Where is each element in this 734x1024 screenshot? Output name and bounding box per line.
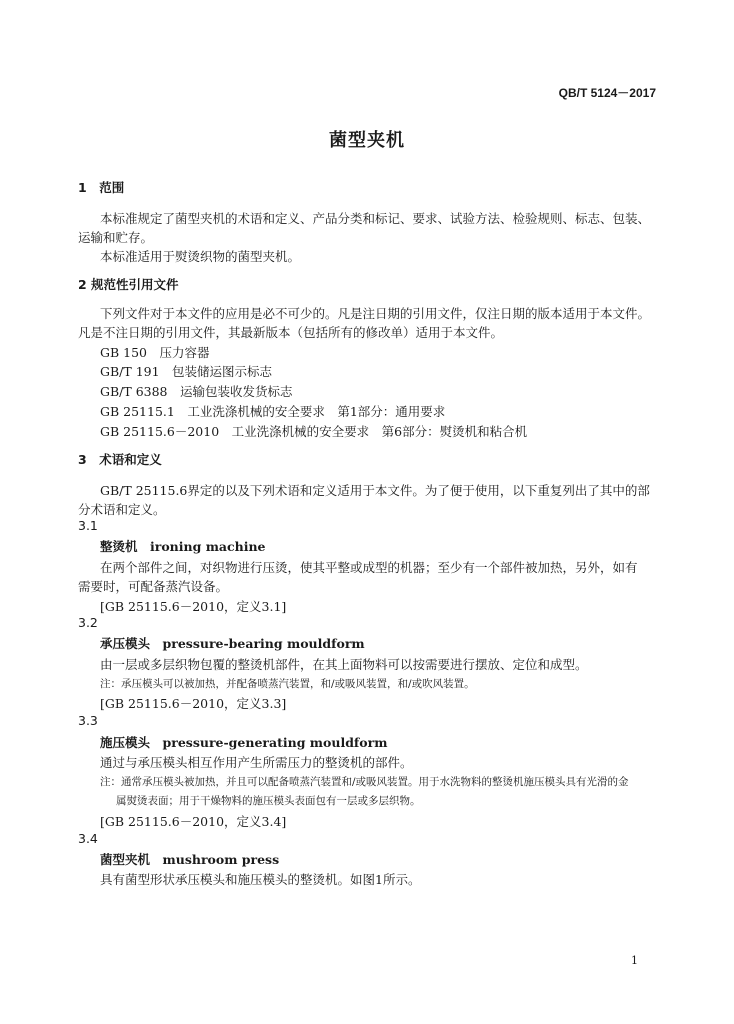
term-number: 3.3 (78, 713, 98, 728)
section-2-paragraph-line: 凡是不注日期的引用文件，其最新版本（包括所有的修改单）适用于本文件。 (78, 325, 504, 340)
section-1-paragraph-line: 运输和贮存。 (78, 230, 154, 245)
section-1-heading: 1 范围 (78, 180, 125, 195)
term-note-line: 注：通常承压模头被加热，并且可以配备喷蒸汽装置和/或吸风装置。用于水洗物料的整烫机施压模头具有光滑的金 (100, 776, 629, 788)
term-number: 3.2 (78, 615, 98, 630)
section-1-paragraph-line: 本标准规定了菌型夹机的术语和定义、产品分类和标记、要求、试验方法、检验规则、标志、包装、 (100, 211, 651, 226)
section-1-paragraph: 本标准适用于熨烫织物的菌型夹机。 (100, 249, 301, 264)
section-3-heading: 3 术语和定义 (78, 452, 162, 467)
page-title: 菌型夹机 (329, 130, 405, 151)
page-number: 1 (631, 954, 638, 967)
reference-item: GB 25115.1 工业洗涤机械的安全要求 第1部分：通用要求 (100, 404, 446, 419)
standard-code: QB/T 5124－2017 (558, 86, 656, 100)
term-source: [GB 25115.6－2010，定义3.1] (100, 599, 287, 614)
term-title: 施压模头 pressure-generating mouldform (100, 735, 388, 750)
term-definition: 通过与承压模头相互作用产生所需压力的整烫机的部件。 (100, 755, 413, 770)
term-definition: 具有菌型形状承压模头和施压模头的整烫机。如图1所示。 (100, 872, 421, 887)
term-definition-line: 需要时，可配备蒸汽设备。 (78, 579, 229, 594)
section-2-paragraph-line: 下列文件对于本文件的应用是必不可少的。凡是注日期的引用文件，仅注日期的版本适用于本文件。 (100, 306, 651, 321)
reference-item: GB 150 压力容器 (100, 345, 210, 360)
term-source: [GB 25115.6－2010，定义3.4] (100, 814, 287, 829)
term-title: 承压模头 pressure-bearing mouldform (100, 636, 365, 651)
section-3-paragraph-line: GB/T 25115.6界定的以及下列术语和定义适用于本文件。为了便于使用，以下重复列出了其中的部 (100, 483, 650, 498)
section-2-heading: 2 规范性引用文件 (78, 277, 179, 292)
term-number: 3.4 (78, 831, 98, 846)
section-3-paragraph-line: 分术语和定义。 (78, 502, 166, 517)
reference-item: GB/T 191 包装储运图示标志 (100, 364, 273, 379)
term-title: 整烫机 ironing machine (100, 539, 266, 554)
term-source: [GB 25115.6－2010，定义3.3] (100, 696, 287, 711)
reference-item: GB/T 6388 运输包装收发货标志 (100, 384, 293, 399)
term-title: 菌型夹机 mushroom press (100, 852, 280, 867)
term-definition-line: 在两个部件之间，对织物进行压烫，使其平整或成型的机器；至少有一个部件被加热，另外，如有 (100, 560, 638, 575)
term-number: 3.1 (78, 518, 98, 533)
reference-item: GB 25115.6－2010 工业洗涤机械的安全要求 第6部分：熨烫机和粘合机 (100, 424, 528, 439)
term-note-line: 属熨烫表面；用于干燥物料的施压模头表面包有一层或多层织物。 (116, 795, 421, 807)
term-note: 注：承压模头可以被加热，并配备喷蒸汽装置，和/或吸风装置，和/或吹风装置。 (100, 678, 475, 690)
term-definition: 由一层或多层织物包覆的整烫机部件，在其上面物料可以按需要进行摆放、定位和成型。 (100, 657, 588, 672)
